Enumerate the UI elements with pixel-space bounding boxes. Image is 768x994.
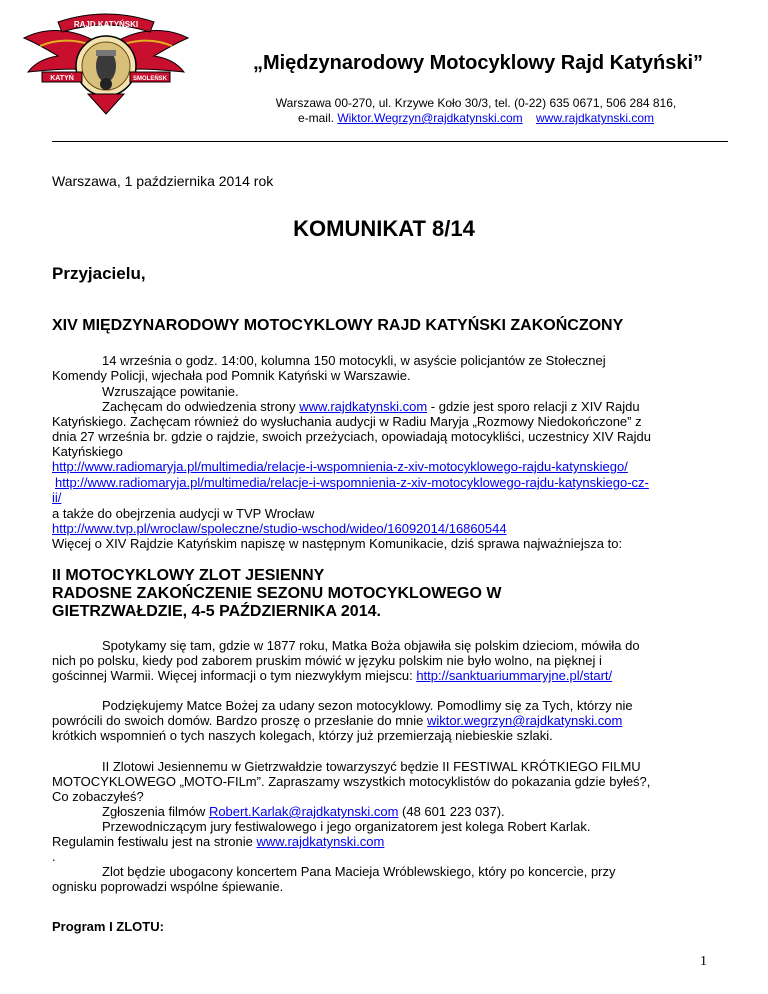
stray-dot: .	[52, 849, 56, 864]
s1-p3-line4: Katyńskiego	[52, 444, 123, 459]
section1-heading: XIV MIĘDZYNARODOWY MOTOCYKLOWY RAJD KATYŃSKI ZAKOŃCZONY	[52, 317, 624, 334]
logo-banner-right-text: SMOLEŃSK	[132, 76, 168, 82]
organization-contacts	[236, 111, 716, 125]
rally-logo	[18, 8, 194, 118]
s2-a-line1: Spotykamy się tam, gdzie w 1877 roku, Matka Boża objawiła się polskim dzieciom, mówiła do	[102, 638, 640, 653]
s2-a-line3	[52, 668, 612, 683]
radio-link-2-cont[interactable]: ii/	[52, 490, 62, 505]
s2-c-line4-post: (48 601 223 037).	[398, 804, 505, 819]
s1-closing: Więcej o XIV Rajdzie Katyńskim napiszę w następnym Komunikacie, dziś sprawa najważniejsza to:	[52, 536, 623, 551]
s2-b-line2-pre: powrócili do swoich domów. Bardzo proszę o przesłanie do mnie	[52, 713, 428, 728]
s2-c-line2: MOTOCYKLOWEGO „MOTO-FILm”. Zapraszamy wszystkich motocyklistów do pokazania gdzie byłeś?,	[52, 774, 651, 789]
karlak-email-link[interactable]: Robert.Karlak@rajdkatynski.com	[208, 804, 399, 819]
s2-b-line3: krótkich wspomnień o tych naszych kolegach, którzy już przemierzają niebieskie szlaki.	[52, 728, 553, 743]
s2-c-line6-pre: Regulamin festiwalu jest na stronie	[52, 834, 257, 849]
section2-heading-line1: II MOTOCYKLOWY ZLOT JESIENNY	[52, 567, 325, 584]
email-link[interactable]: Wiktor.Wegrzyn@rajdkatynski.com	[337, 111, 523, 125]
logo-banner-left-text: KATYŃ	[50, 75, 74, 82]
header-divider	[52, 141, 728, 142]
s1-p3-pre: Zachęcam do odwiedzenia strony	[102, 399, 300, 414]
s1-p3-post: - gdzie jest sporo relacji z XIV Rajdu	[427, 399, 640, 414]
rally-site-link[interactable]: www.rajdkatynski.com	[299, 399, 428, 414]
s2-d-line1: Zlot będzie ubogacony koncertem Pana Macieja Wróblewskiego, który po koncercie, przy	[102, 864, 616, 879]
wiktor-email-link[interactable]: wiktor.wegrzyn@rajdkatynski.com	[427, 713, 623, 728]
page-number: 1	[700, 954, 707, 969]
tvp-link[interactable]: http://www.tvp.pl/wroclaw/spoleczne/studio-wschod/wideo/16092014/16860544	[52, 521, 507, 536]
s2-a-line2: nich po polsku, kiedy pod zaborem pruskim mówić w języku polskim nie było wolno, na pięknej i	[52, 653, 602, 668]
s1-p3-line2: Katyńskiego. Zachęcam również do wysłuchania audycji w Radiu Maryja „Rozmowy Niedokończone” z	[52, 414, 642, 429]
s2-a-line3-pre: gościnnej Warmii. Więcej informacji o tym niezwykłym miejscu:	[52, 668, 417, 683]
s2-c-line5: Przewodniczącym jury festiwalowego i jego organizatorem jest kolega Robert Karlak.	[102, 819, 591, 834]
logo-ribbon-text: RAJD KATYŃSKI	[73, 20, 139, 29]
s2-d-line2: ognisku poprowadzi wspólne śpiewanie.	[52, 879, 284, 894]
radio-link-2[interactable]: http://www.radiomaryja.pl/multimedia/relacje-i-wspomnienia-z-xiv-motocyklowego-rajdu-katynskiego-cz-	[55, 475, 649, 490]
s2-b-line2	[52, 713, 622, 728]
s1-p1-line2: Komendy Policji, wjechała pod Pomnik Katyński w Warszawie.	[52, 368, 411, 383]
festival-rules-link[interactable]: www.rajdkatynski.com	[256, 834, 385, 849]
sanctuary-link[interactable]: http://sanktuariummaryjne.pl/start/	[416, 668, 613, 683]
tvp-text: a także do obejrzenia audycji w TVP Wrocław	[52, 506, 315, 521]
organization-address: Warszawa 00-270, ul. Krzywe Koło 30/3, tel. (0-22) 635 0671, 506 284 816,	[275, 96, 677, 110]
communique-title: KOMUNIKAT 8/14	[293, 216, 475, 241]
section2-heading-line2: RADOSNE ZAKOŃCZENIE SEZONU MOTOCYKLOWEGO W	[52, 585, 502, 602]
s1-p3-line1	[102, 399, 640, 414]
website-link[interactable]: www.rajdkatynski.com	[536, 111, 655, 125]
s2-c-line6	[52, 834, 384, 849]
s2-b-line1: Podziękujemy Matce Bożej za udany sezon motocyklowy. Pomodlimy się za Tych, którzy nie	[102, 698, 633, 713]
greeting: Przyjacielu,	[52, 264, 146, 283]
s2-c-line4-pre: Zgłoszenia filmów	[102, 804, 209, 819]
date-line: Warszawa, 1 października 2014 rok	[52, 173, 274, 189]
section2-heading-line3: GIETRZWAŁDZIE, 4-5 PAŹDZIERNIKA 2014.	[52, 603, 381, 620]
s2-c-line3: Co zobaczyłeś?	[52, 789, 144, 804]
s2-c-line1: II Zlotowi Jesiennemu w Gietrzwałdzie towarzyszyć będzie II FESTIWAL KRÓTKIEGO FILMU	[102, 759, 641, 774]
s1-p3-line3: dnia 27 września br. gdzie o rajdzie, swoich przeżyciach, opowiadają motocykliści, uczestnicy XIV Rajdu	[52, 429, 652, 444]
radio-link-1[interactable]: http://www.radiomaryja.pl/multimedia/relacje-i-wspomnienia-z-xiv-motocyklowego-rajdu-katynskiego/	[52, 459, 628, 474]
organization-title: „Międzynarodowy Motocyklowy Rajd Katyński”	[252, 52, 704, 74]
email-label: e-mail.	[297, 111, 334, 125]
program-heading: Program I ZLOTU:	[52, 919, 164, 934]
s1-p1-line1: 14 września o godz. 14:00, kolumna 150 motocykli, w asyście policjantów ze Stołecznej	[102, 353, 606, 368]
s1-p2: Wzruszające powitanie.	[102, 384, 239, 399]
s2-c-line4	[102, 804, 505, 819]
